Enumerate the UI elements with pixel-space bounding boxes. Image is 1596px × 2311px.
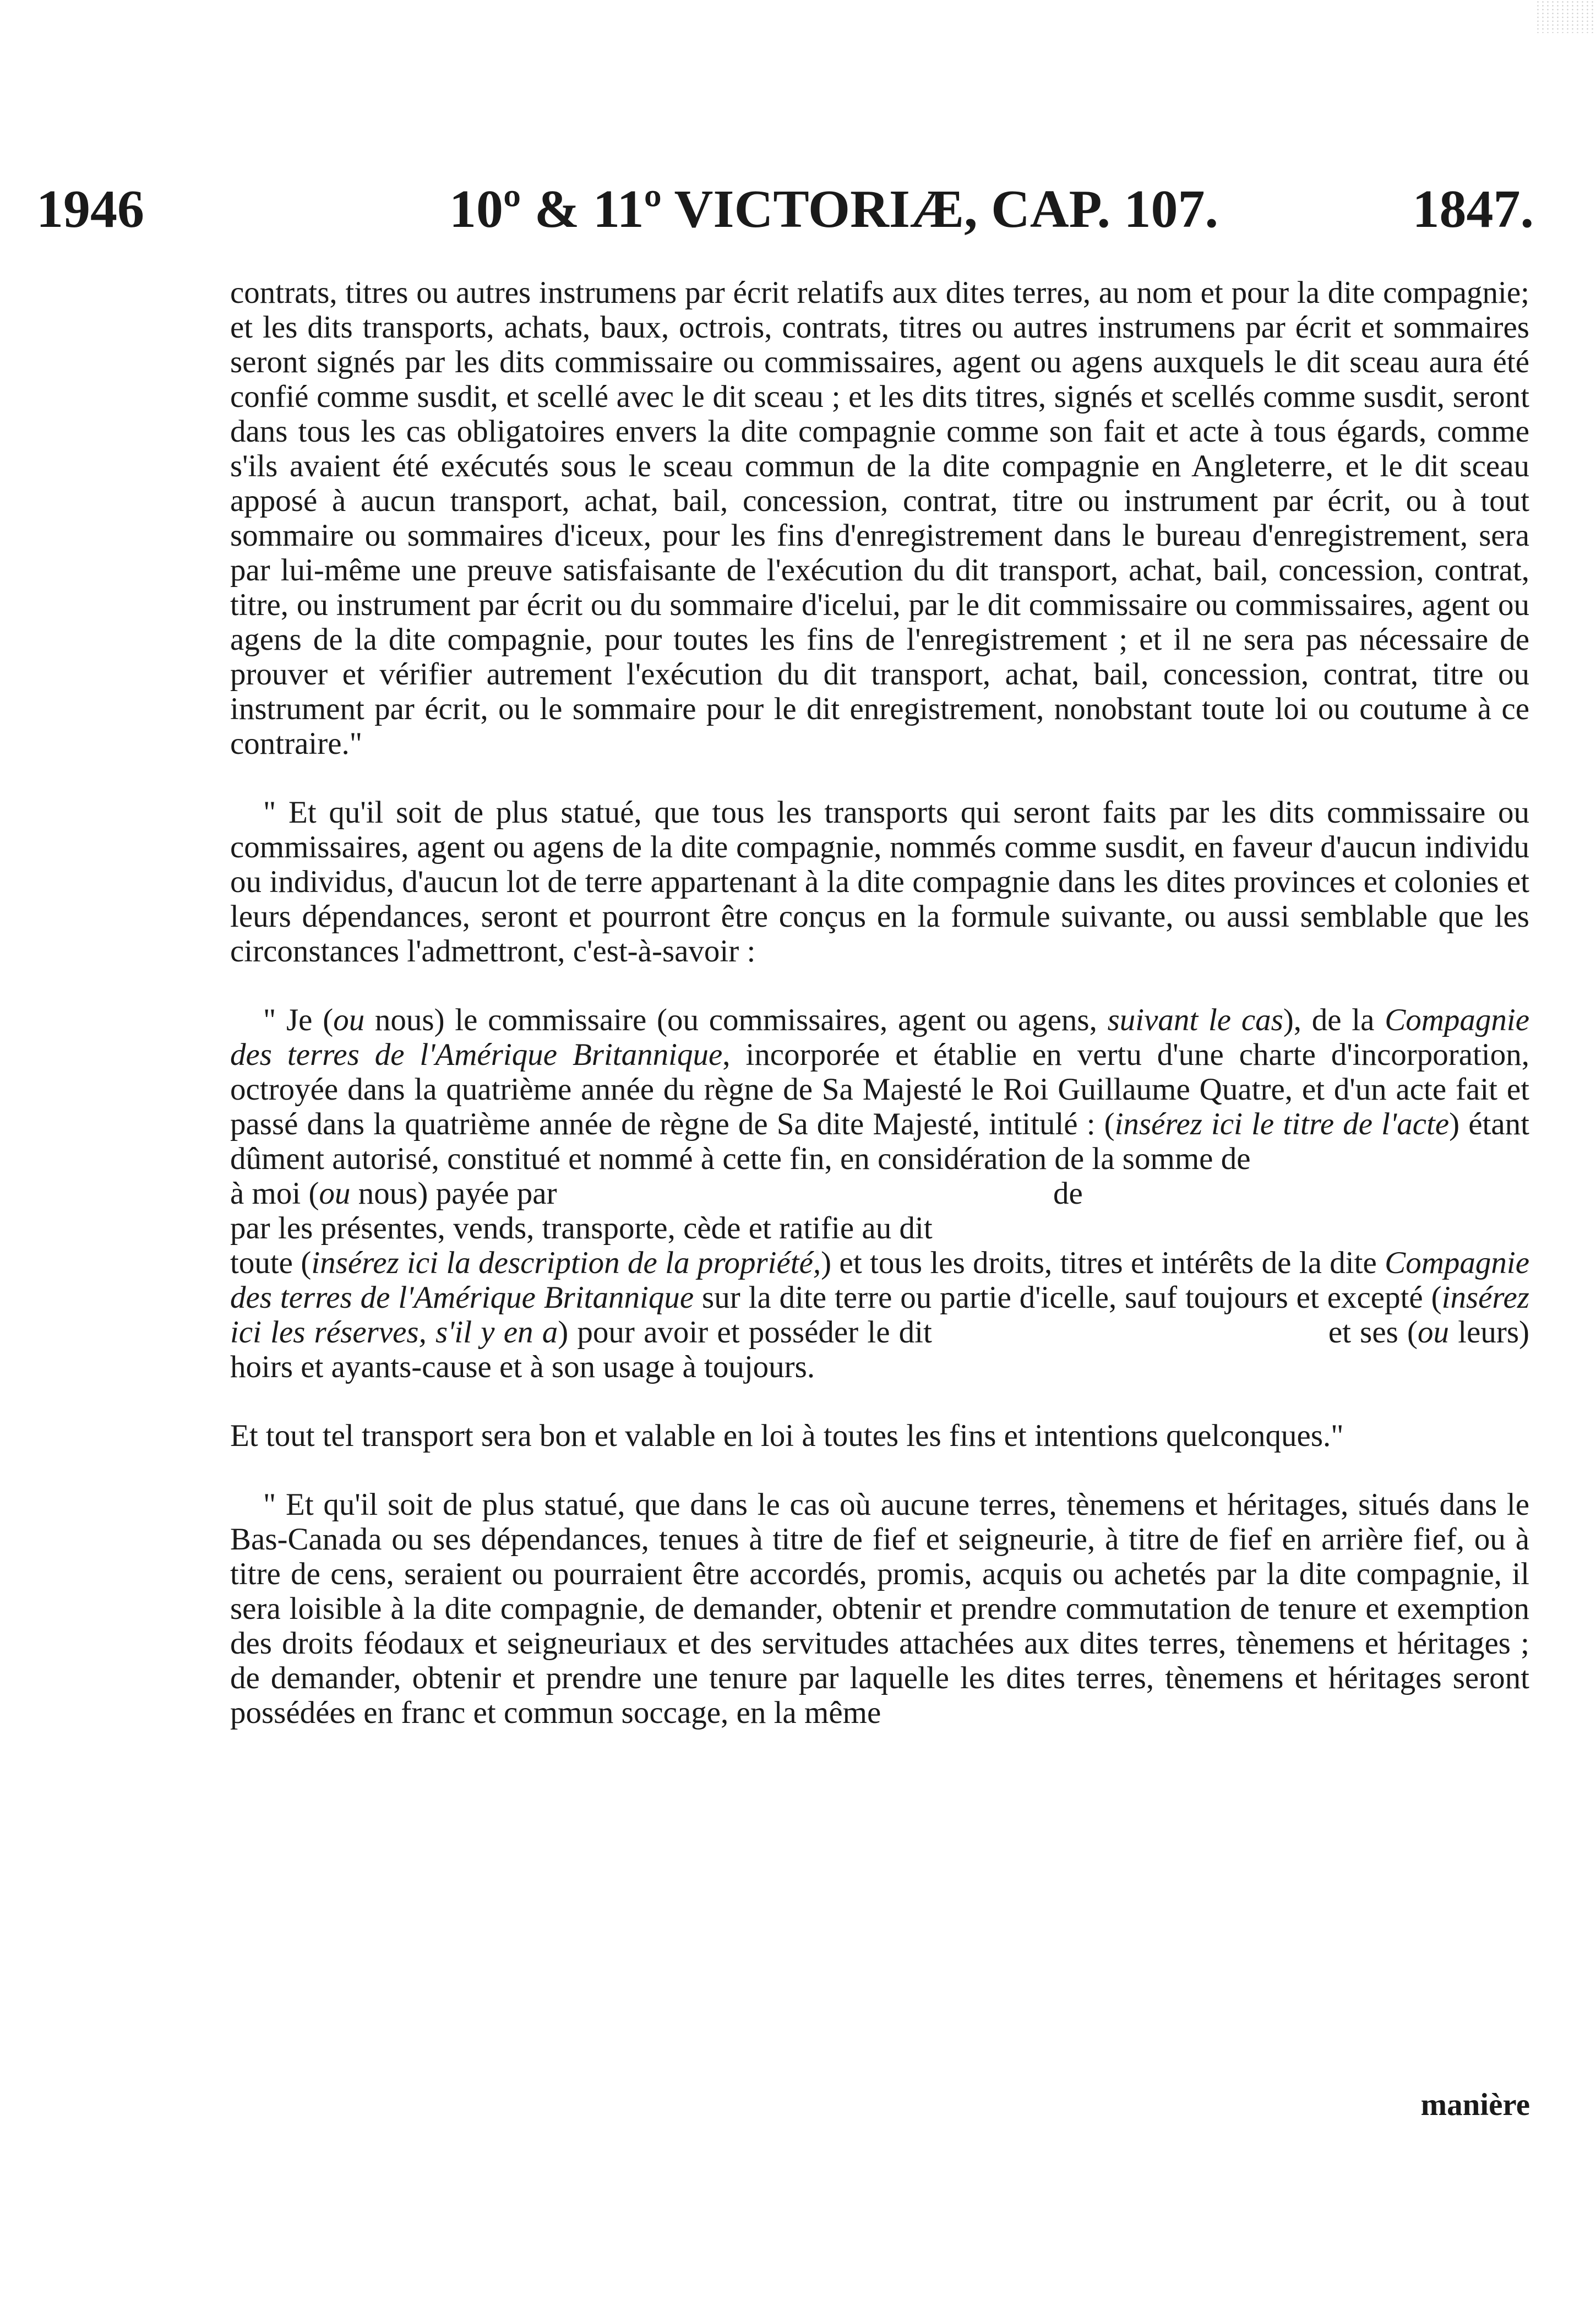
form-italic: ou	[333, 1003, 365, 1037]
form-of-deed	[230, 1003, 1529, 1384]
form-text: nous) payée par	[350, 1176, 557, 1211]
form-italic: insérez ici le titre de l'acte	[1114, 1107, 1450, 1141]
form-line-description	[230, 1246, 1529, 1384]
form-text: ), de la	[1283, 1003, 1385, 1037]
running-title: 10º & 11º VICTORIÆ, CAP. 107.	[449, 180, 1218, 239]
company-name: Compagnie des terres de l'Amérique Britannique	[230, 1003, 1530, 1072]
scan-noise	[1535, 0, 1596, 33]
paragraph-contracts: contrats, titres ou autres instrumens par écrit relatifs aux dites terres, au nom et pour la dite compagnie; et les dits transports, achats, baux, octrois, contrats, titres ou autres instrumens par écrit et sommaires seront signés par les dits commissaire ou commissaires, agent ou agens auxquels le dit sceau aura été confié comme susdit, et scellé avec le dit sceau ; et les dits titres, signés et scellés comme susdit, seront dans tous les cas obligatoires envers la dite compagnie comme son fait et acte à tous égards, comme s'ils avaient été exécutés sous le sceau commun de la dite compagnie en Angleterre, et le dit sceau apposé à aucun transport, achat, bail, concession, contrat, titre ou instrument par écrit, ou à tout sommaire ou sommaires d'iceux, pour les fins d'enregistrement dans le bureau d'enregistrement, sera par lui-même une preuve satisfaisante de l'exécution du dit transport, achat, bail, concession, contrat, titre, ou instrument par écrit ou du sommaire d'icelui, par le dit commissaire ou commissaires, agent ou agens de la dite compagnie, pour toutes les fins de l'enregistrement ; et il ne sera pas nécessaire de prouver et vérifier autrement l'exécution du dit transport, achat, bail, concession, contrat, titre ou instrument par écrit, ou le sommaire pour le dit enregistrement, nonobstant toute loi ou coutume à ce contraire."	[230, 275, 1529, 761]
form-line-payee	[230, 1176, 1529, 1211]
running-head	[36, 165, 1534, 253]
form-text: nous) le commissaire (ou commissaires, agent ou agens,	[364, 1003, 1108, 1037]
form-text: toute (	[230, 1246, 312, 1280]
form-italic: insérez ici les réserves, s'il y en a	[230, 1280, 1529, 1350]
form-italic: suivant le cas	[1107, 1003, 1283, 1037]
form-text: sur la dite terre ou partie d'icelle, sauf toujours et excepté (	[694, 1280, 1442, 1315]
form-text: leurs) hoirs et ayants-cause et à son usage à toujours.	[230, 1315, 1530, 1384]
form-text: ) pour avoir et posséder le dit	[558, 1315, 932, 1350]
form-text: et ses (	[1328, 1315, 1418, 1350]
body-text	[230, 275, 1529, 1730]
form-text: , incorporée et établie en vertu d'une charte d'incorporation, octroyée dans la quatrième année du règne de Sa Majesté le Roi Guillaume Quatre, et d'un acte fait et passé dans la quatrième année de règne de Sa dite Majesté, intitulé : (	[230, 1037, 1529, 1141]
paragraph-transports: " Et qu'il soit de plus statué, que tous les transports qui seront faits par les dits commissaire ou commissaires, agent ou agens de la dite compagnie, nommés comme susdit, en faveur d'aucun individu ou individus, d'aucun lot de terre appartenant à la dite compagnie dans les dites provinces et colonies et leurs dépendances, seront et pourront être conçus en la formule suivante, ou aussi semblable que les circonstances l'admettront, c'est-à-savoir :	[230, 795, 1529, 969]
form-text: de	[1053, 1176, 1083, 1211]
form-line-ratifie: par les présentes, vends, transporte, cède et ratifie au dit	[230, 1211, 933, 1246]
year: 1847.	[1412, 180, 1534, 239]
paragraph-seigneurial: " Et qu'il soit de plus statué, que dans le cas où aucune terres, tènemens et héritages, situés dans le Bas-Canada ou ses dépendances, tenues à titre de fief et seigneurie, à titre de fief en arrière fief, ou à titre de cens, seraient ou pourraient être accordés, promis, acquis ou achetés par la dite compagnie, il sera loisible à la dite compagnie, de demander, obtenir et prendre commutation de tenure et exemption des droits féodaux et seigneuriaux et des servitudes attachées aux dites terres, tènemens et héritages ; de demander, obtenir et prendre une tenure par laquelle les dites terres, tènemens et héritages seront possédées en franc et commun soccage, en la même	[230, 1487, 1529, 1730]
form-text: " Je (	[263, 1003, 334, 1037]
form-italic: ou	[319, 1176, 351, 1211]
company-name: Compagnie des terres de l'Amérique Britannique	[230, 1246, 1529, 1315]
form-italic: ou	[1418, 1315, 1450, 1350]
form-text: à moi (	[230, 1176, 319, 1211]
form-text: ) et tous les droits, titres et intérêts de la dite	[821, 1246, 1385, 1280]
page-number: 1946	[36, 180, 144, 239]
form-text: ) étant dûment autorisé, constitué et nommé à cette fin, en considération de la somme de	[230, 1107, 1529, 1176]
paragraph-validity: Et tout tel transport sera bon et valable en loi à toutes les fins et intentions quelconques."	[230, 1418, 1344, 1453]
catchword: manière	[1420, 2087, 1530, 2122]
form-italic: insérez ici la description de la propriété,	[311, 1246, 821, 1280]
